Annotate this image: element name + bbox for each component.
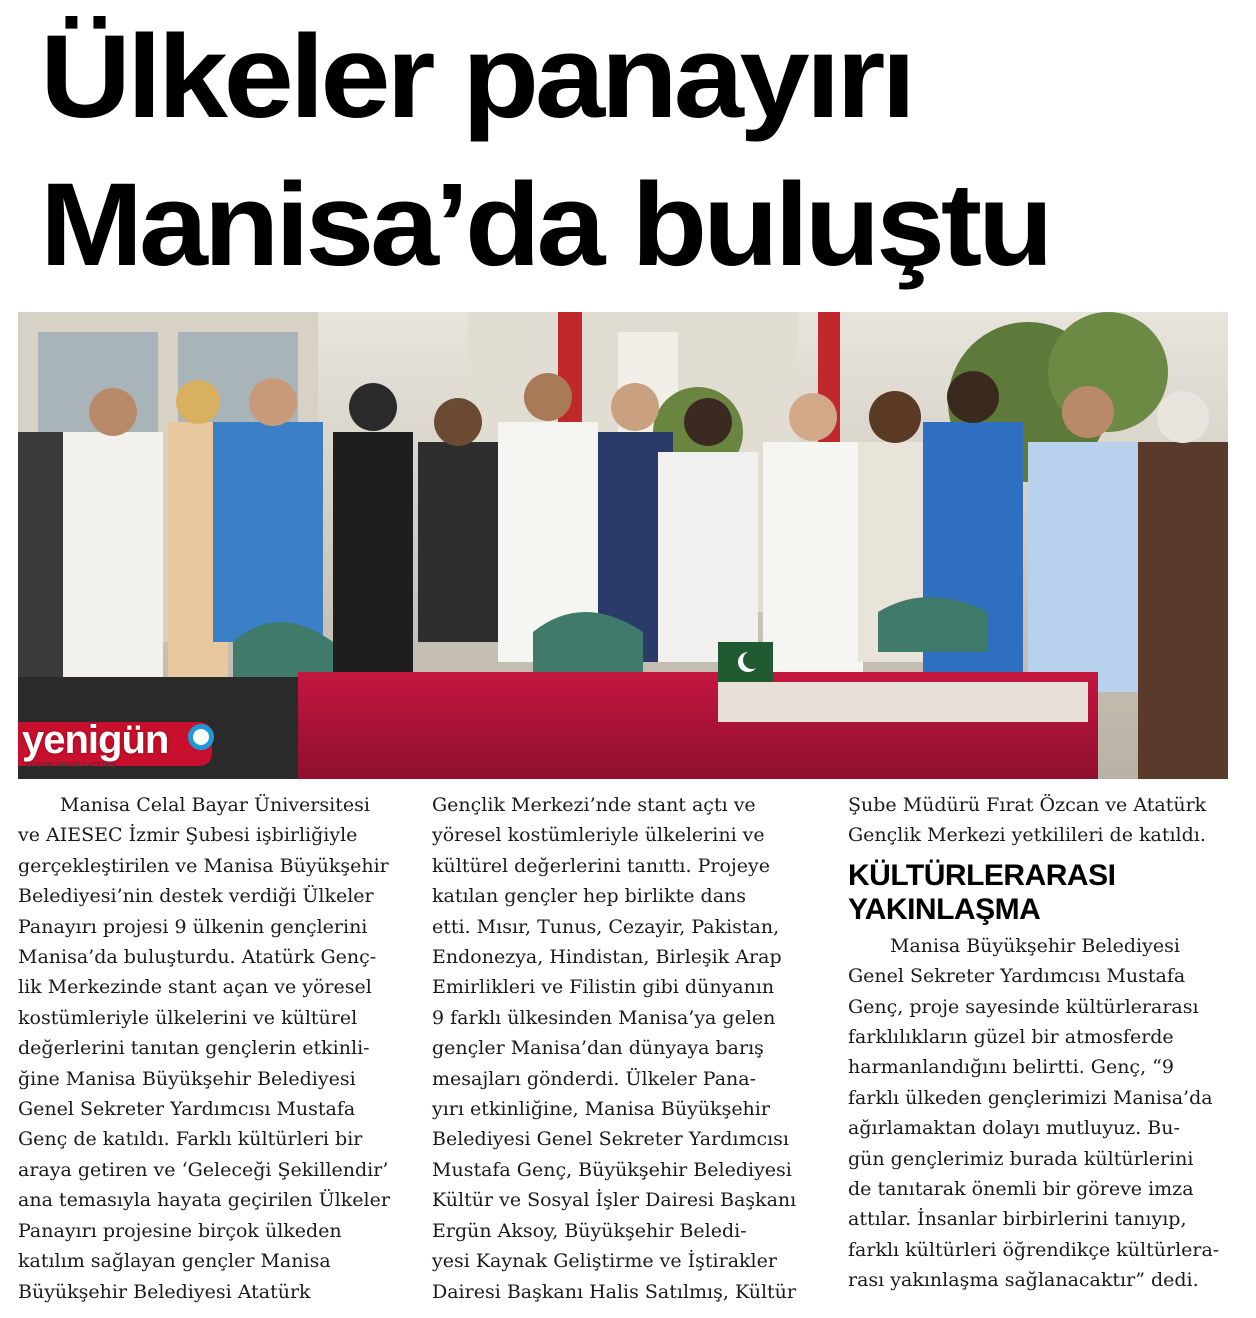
text-line: Kültür ve Sosyal İşler Dairesi Başkanı xyxy=(432,1189,797,1212)
text-line: gün gençlerimiz burada kültürlerini xyxy=(848,1147,1194,1170)
text-line: Şube Müdürü Fırat Özcan ve Atatürk xyxy=(848,794,1207,816)
text-line: kostümleriyle ülkelerini ve kültürel xyxy=(18,1006,358,1029)
text-line: farklılıkların güzel bir atmosferde xyxy=(848,1026,1174,1049)
text-line: Genç de katıldı. Farklı kültürleri bir xyxy=(18,1128,363,1151)
text-line: gerçekleştirilen ve Manisa Büyükşehir xyxy=(18,854,389,877)
text-line: 9 farklı ülkesinden Manisa’ya gelen xyxy=(432,1006,776,1029)
text-line: farklı kültürleri öğrendikçe kültürlera- xyxy=(848,1238,1220,1261)
text-line: ğine Manisa Büyükşehir Belediyesi xyxy=(18,1067,356,1090)
group-photo-illustration xyxy=(18,312,1228,779)
text-line: Gençlik Merkezi yetkilileri de katıldı. xyxy=(848,824,1206,847)
subhead-line-2: YAKINLAŞMA xyxy=(848,892,1041,926)
text-line: Belediyesi Genel Sekreter Yardımcısı xyxy=(432,1128,790,1151)
text-line: ağırlamaktan dolayı mutluyuz. Bu- xyxy=(848,1117,1180,1140)
article-column-1 xyxy=(18,790,393,1307)
text-line: Manisa’da buluşturdu. Atatürk Genç- xyxy=(18,946,377,969)
text-line: kültürel değerlerini tanıttı. Projeye xyxy=(432,854,770,877)
newspaper-logo xyxy=(16,718,216,776)
logo-circle-icon xyxy=(188,724,214,750)
text-line: Belediyesi’nin destek verdiği Ülkeler xyxy=(18,885,374,908)
text-line: araya getiren ve ‘Geleceği Şekillendir’ xyxy=(18,1158,389,1181)
section-subhead xyxy=(848,859,1223,927)
text-line: Manisa Büyükşehir Belediyesi xyxy=(890,934,1180,957)
column-3-body xyxy=(848,931,1223,1296)
text-line: Manisa Celal Bayar Üniversitesi xyxy=(60,794,370,816)
text-line: Büyükşehir Belediyesi Atatürk xyxy=(18,1280,311,1303)
text-line: Endonezya, Hindistan, Birleşik Arap xyxy=(432,946,782,969)
text-line: farklı ülkeden gençlerimizi Manisa’da xyxy=(848,1086,1213,1109)
text-line: katılım sağlayan gençler Manisa xyxy=(18,1250,331,1273)
text-line: harmanlandığını belirtti. Genç, “9 xyxy=(848,1056,1174,1079)
text-line: lik Merkezinde stant açan ve yöresel xyxy=(18,976,372,999)
logo-subtitle: EGE'NİN HABER GAZETESİ xyxy=(26,762,117,769)
text-line: de tanıtarak önemli bir göreve imza xyxy=(848,1178,1194,1201)
subhead-line-1: KÜLTÜRLERARASI xyxy=(848,858,1116,892)
text-line: gençler Manisa’dan dünyaya barış xyxy=(432,1037,764,1060)
column-3-intro xyxy=(848,790,1223,851)
text-line: mesajları gönderdi. Ülkeler Pana- xyxy=(432,1067,757,1090)
text-line: rası yakınlaşma sağlanacaktır” dedi. xyxy=(848,1269,1199,1292)
text-line: Panayırı projesi 9 ülkenin gençlerini xyxy=(18,915,368,938)
text-line: Ergün Aksoy, Büyükşehir Beledi- xyxy=(432,1219,747,1242)
article-column-2 xyxy=(432,790,807,1307)
text-line: Genç, proje sayesinde kültürlerarası xyxy=(848,995,1199,1018)
text-line: ve AIESEC İzmir Şubesi işbirliğiyle xyxy=(18,824,358,847)
logo-text: yenigün xyxy=(22,718,169,762)
group-photo xyxy=(18,312,1228,779)
text-line: değerlerini tanıtan gençlerin etkinli- xyxy=(18,1037,370,1060)
text-line: Emirlikleri ve Filistin gibi dünyanın xyxy=(432,976,775,999)
text-line: yöresel kostümleriyle ülkelerini ve xyxy=(432,824,765,847)
headline-line-1: Ülkeler panayırı xyxy=(40,11,912,143)
article-column-3 xyxy=(848,790,1223,1296)
text-line: Genel Sekreter Yardımcısı Mustafa xyxy=(18,1098,356,1121)
text-line: yırı etkinliğine, Manisa Büyükşehir xyxy=(432,1098,770,1121)
text-line: katılan gençler hep birlikte dans xyxy=(432,885,747,908)
text-line: ana temasıyla hayata geçirilen Ülkeler xyxy=(18,1189,390,1212)
text-line: Panayırı projesine birçok ülkeden xyxy=(18,1219,342,1242)
text-line: Mustafa Genç, Büyükşehir Belediyesi xyxy=(432,1158,792,1181)
text-line: Gençlik Merkezi’nde stant açtı ve xyxy=(432,794,756,816)
text-line: etti. Mısır, Tunus, Cezayir, Pakistan, xyxy=(432,915,780,938)
headline-line-2: Manisa’da buluştu xyxy=(40,159,1050,291)
text-line: yesi Kaynak Geliştirme ve İştirakler xyxy=(432,1250,777,1273)
text-line: Dairesi Başkanı Halis Satılmış, Kültür xyxy=(432,1280,797,1303)
text-line: attılar. İnsanlar birbirlerini tanıyıp, xyxy=(848,1208,1187,1231)
text-line: Genel Sekreter Yardımcısı Mustafa xyxy=(848,965,1186,988)
